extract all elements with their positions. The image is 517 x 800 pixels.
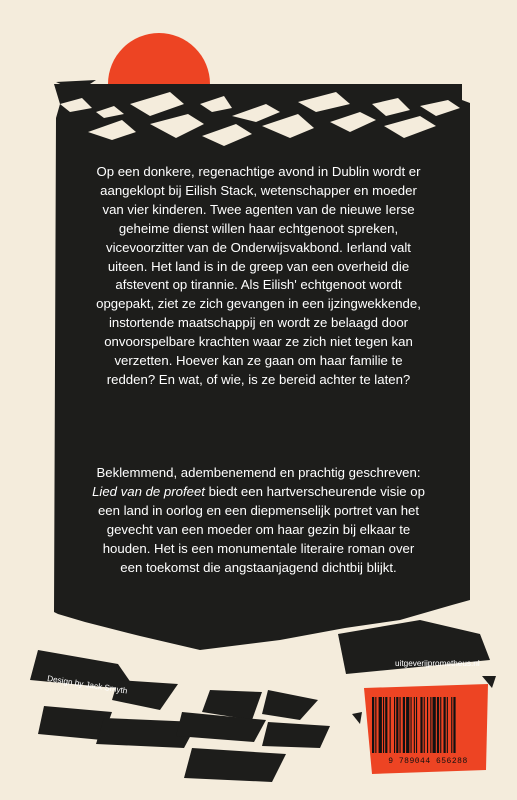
barcode-bar bbox=[411, 697, 412, 753]
barcode-bar bbox=[396, 697, 398, 753]
barcode-bar bbox=[437, 697, 439, 753]
blurb-paragraph-2 bbox=[92, 464, 425, 577]
book-title-inline: Lied van de profeet bbox=[92, 483, 205, 499]
barcode-bar bbox=[394, 697, 395, 753]
barcode-bar bbox=[379, 697, 382, 753]
publisher-website[interactable]: uitgeverijprometheus.nl bbox=[395, 659, 480, 668]
barcode-bar bbox=[427, 697, 428, 753]
blurb-intro: Beklemmend, adembenemend en prachtig geschreven: bbox=[96, 465, 421, 480]
blurb-rest: biedt een hartverscheurende visie op een land in oorlog en een diepmenselijk portret van het gevecht van een moeder om haar gezin bij elkaar te houden. Het is een monumentale literaire roman over een toekomst die angstaanjagend dichtbij blijkt. bbox=[97, 483, 425, 575]
barcode-bar bbox=[430, 697, 431, 753]
barcode-bar bbox=[420, 697, 422, 753]
barcode-bar bbox=[424, 697, 425, 753]
barcode-bar bbox=[444, 697, 446, 753]
barcode-bar bbox=[433, 697, 436, 753]
barcode-bar bbox=[383, 697, 384, 753]
sun-shape bbox=[108, 33, 210, 84]
barcode-bar bbox=[400, 697, 401, 753]
barcode-bar bbox=[406, 697, 409, 753]
design-credit: Design by Jack Smyth bbox=[46, 674, 129, 696]
barcode-bar bbox=[375, 697, 376, 753]
barcode-bar bbox=[447, 697, 448, 753]
barcode-bar bbox=[451, 697, 452, 753]
blurb-paragraph-1: Op een donkere, regenachtige avond in Dublin wordt er aangeklopt bij Eilish Stack, wetenschapper en moeder van vier kinderen. Twee agenten van de nieuwe Ierse geheime dienst willen haar echtgenoot spreken, vicevoorzitter van de Onderwijsvakbond. Ierland valt uiteen. Het land is in de greep van een overheid die afstevent op tirannie. Als Eilish' echtgenoot wordt opgepakt, ziet ze zich gevangen in een ijzingwekkende, instortende maatschappij en wordt ze belaagd door onvoorspelbare krachten waar ze zich niet tegen kan verzetten. Hoever kan ze gaan om haar familie te redden? En wat, of wie, is ze bereid achter te laten? bbox=[96, 164, 421, 387]
barcode-bar bbox=[440, 697, 441, 753]
barcode bbox=[368, 695, 486, 757]
barcode-bar bbox=[403, 697, 405, 753]
barcode-bar bbox=[453, 697, 455, 753]
barcode-bar bbox=[372, 697, 374, 753]
barcode-bar bbox=[390, 697, 391, 753]
barcode-bar bbox=[416, 697, 417, 753]
isbn-digits: 9 789044 656288 bbox=[388, 757, 468, 766]
barcode-bar bbox=[385, 697, 387, 753]
barcode-bar bbox=[414, 697, 415, 753]
